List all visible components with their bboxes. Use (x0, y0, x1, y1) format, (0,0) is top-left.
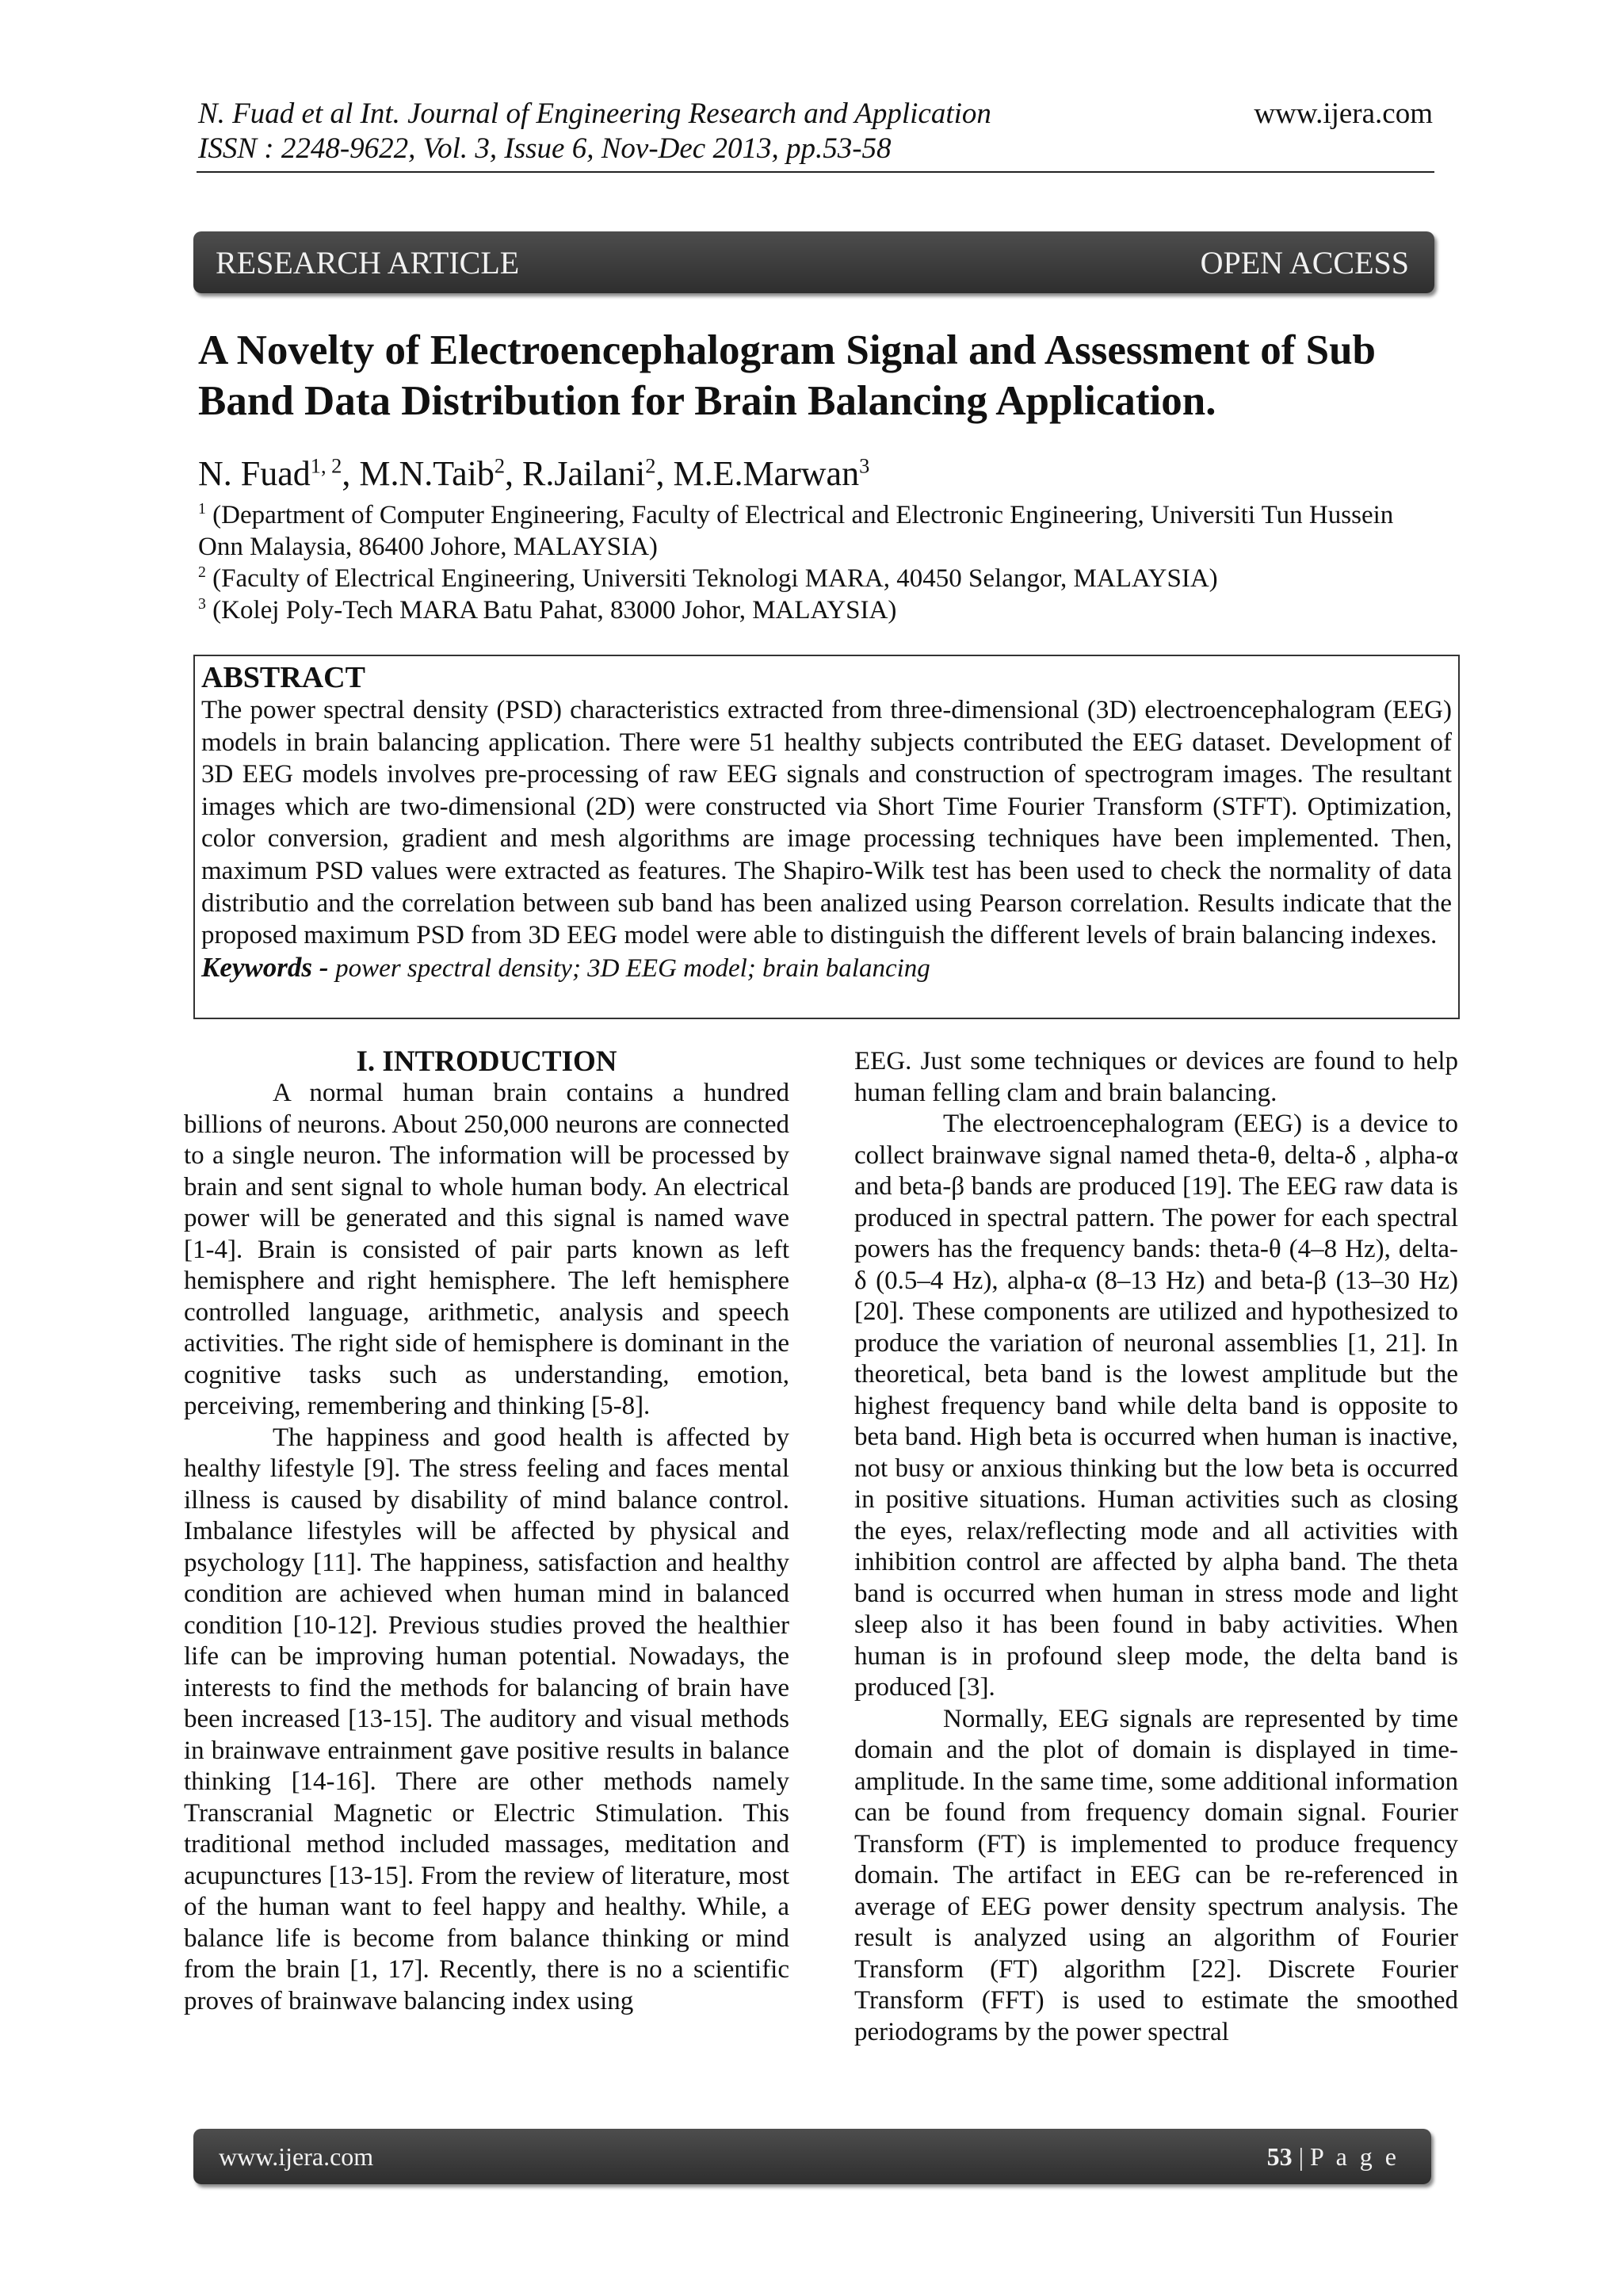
abstract-text: The power spectral density (PSD) characteristics extracted from three-dimensional (3D) electroencephalogram (EEG) models in brain balancing application. There were 51 healthy subjects contributed the EEG dataset. Development of 3D EEG models involves pre-processing of raw EEG signals and construction of spectrogram images. The resultant images which are two-dimensional (2D) were constructed via Short Time Fourier Transform (STFT). Optimization, color conversion, gradient and mesh algorithms are image processing techniques have been implemented. Then, maximum PSD values were extracted as features. The Shapiro-Wilk test has been used to check the normality of data distributio and the correlation between sub band has been analized using Pearson correlation. Results indicate that the proposed maximum PSD from 3D EEG model were able to distinguish the different levels of brain balancing indexes. (201, 696, 1452, 950)
affiliation-mark: 1 (198, 500, 206, 518)
author-affiliation-mark: 1, 2 (310, 453, 342, 478)
footer-website-link[interactable]: www.ijera.com (219, 2141, 374, 2171)
affiliation-text: (Faculty of Electrical Engineering, Universiti Teknologi MARA, 40450 Selangor, MALAYSIA) (205, 564, 1218, 593)
paragraph: EEG. Just some techniques or devices are found to help human felling clam and brain balancing. (854, 1047, 1458, 1107)
paragraph: The happiness and good health is affected by healthy lifestyle [9]. The stress feeling and faces mental illness is caused by disability of mind balance control. Imbalance lifestyles will be affected by physical and psychology [11]. The happiness, satisfaction and healthy condition are achieved when human mind in balanced condition [10-12]. Previous studies proved the healthier life can be improving human potential. Nowadays, the interests to find the methods for balancing of brain have been increased [13-15]. The auditory and visual methods in brainwave entrainment gave positive results in balance thinking [14-16]. There are other methods namely Transcranial Magnetic or Electric Stimulation. This traditional method included massages, meditation and acupunctures [13-15]. From the review of literature, most of the human want to feel happy and healthy. While, a balance life is become from balance thinking or mind from the brain [1, 17]. Recently, there is no a scientific proves of brainwave balancing index using (184, 1423, 789, 2015)
right-column (854, 1046, 1458, 2048)
author-affiliation-mark: 2 (494, 453, 506, 478)
title-line-2: Band Data Distribution for Brain Balancing Application. (198, 378, 1216, 424)
abstract-heading: ABSTRACT (201, 661, 365, 694)
affiliation-mark: 2 (198, 563, 206, 581)
left-column (184, 1046, 789, 2017)
header-divider (197, 171, 1434, 173)
paragraph: The electroencephalogram (EEG) is a device to collect brainwave signal named theta-θ, delta-δ , alpha-α and beta-β bands are produced [19]. The EEG raw data is produced in spectral pattern. The power for each spectral powers has the frequency bands: theta-θ (4–8 Hz), delta-δ (0.5–4 Hz), alpha-α (8–13 Hz) and beta-β (13–30 Hz) [20]. These components are utilized and hypothesized to produce the variation of neuronal assemblies [1, 21]. In theoretical, beta band is the lowest amplitude but the highest frequency band while delta band is opposite to beta band. High beta is occurred when human is inactive, not busy or anxious thinking but the low beta is occurred in positive situations. Human activities such as closing the eyes, relax/reflecting mode and all activities with inhibition control are affected by alpha band. The theta band is occurred when human in stress mode and light sleep also it has been found in baby activities. When human is in profound sleep mode, the delta band is produced [3]. (854, 1110, 1458, 1702)
author-name: , M.N.Taib (342, 454, 495, 493)
paragraph: A normal human brain contains a hundred billions of neurons. About 250,000 neurons are connected to a single neuron. The information will be processed by brain and sent signal to whole human body. An electrical power will be generated and this signal is named wave [1-4]. Brain is consisted of pair parts known as left hemisphere and right hemisphere. The left hemisphere controlled language, arithmetic, analysis and speech activities. The right side of hemisphere is dominant in the cognitive tasks such as understanding, emotion, perceiving, remembering and thinking [5-8]. (184, 1079, 789, 1420)
page-footer (193, 2129, 1431, 2184)
author-affiliation-mark: 2 (645, 453, 656, 478)
affiliation-2 (198, 563, 1434, 594)
page-separator: | (1292, 2141, 1310, 2171)
journal-website-link[interactable]: www.ijera.com (1254, 97, 1433, 130)
affiliation-3 (198, 594, 1434, 626)
author-name: , M.E.Marwan (655, 454, 860, 493)
page-number: 53 (1266, 2141, 1293, 2171)
keywords-text: power spectral density; 3D EEG model; brain balancing (335, 953, 930, 983)
research-article-label: RESEARCH ARTICLE (216, 244, 520, 281)
journal-header (198, 97, 991, 166)
title-line-1: A Novelty of Electroencephalogram Signal and Assessment of Sub (198, 327, 1377, 373)
keywords (201, 952, 1452, 984)
paper-title (198, 325, 1466, 426)
article-type-banner (193, 231, 1434, 293)
journal-issn: ISSN : 2248-9622, Vol. 3, Issue 6, Nov-Dec 2013, pp.53-58 (198, 132, 892, 165)
author-name: , R.Jailani (505, 454, 646, 493)
journal-citation: N. Fuad et al Int. Journal of Engineering Research and Application (198, 97, 991, 130)
affiliation-mark: 3 (198, 595, 206, 613)
abstract-box (193, 655, 1460, 1019)
affiliation-1 (198, 499, 1434, 563)
author-affiliation-mark: 3 (859, 453, 870, 478)
page-label: P a g e (1309, 2141, 1400, 2171)
introduction-heading: I. INTRODUCTION (356, 1045, 617, 1078)
affiliation-text: (Kolej Poly-Tech MARA Batu Pahat, 83000 Johor, MALAYSIA) (205, 596, 897, 625)
affiliation-text: (Department of Computer Engineering, Faculty of Electrical and Electronic Engineering, Universiti Tun Hussein Onn Malaysia, 86400 Johore, MALAYSIA) (198, 501, 1394, 561)
keywords-label: Keywords - (201, 951, 336, 983)
paragraph: Normally, EEG signals are represented by time domain and the plot of domain is displayed in time-amplitude. In the same time, some additional information can be found from frequency domain signal. Fourier Transform (FT) is implemented to produce frequency domain. The artifact in EEG can be re-referenced in average of EEG power density spectrum analysis. The result is analyzed using an algorithm of Fourier Transform (FT) algorithm [22]. Discrete Fourier Transform (FFT) is used to estimate the smoothed periodograms by the power spectral (854, 1704, 1458, 2046)
page-indicator (1267, 2142, 1400, 2172)
author-list (198, 452, 869, 496)
author-name: N. Fuad (198, 454, 311, 493)
open-access-label: OPEN ACCESS (1200, 244, 1409, 281)
